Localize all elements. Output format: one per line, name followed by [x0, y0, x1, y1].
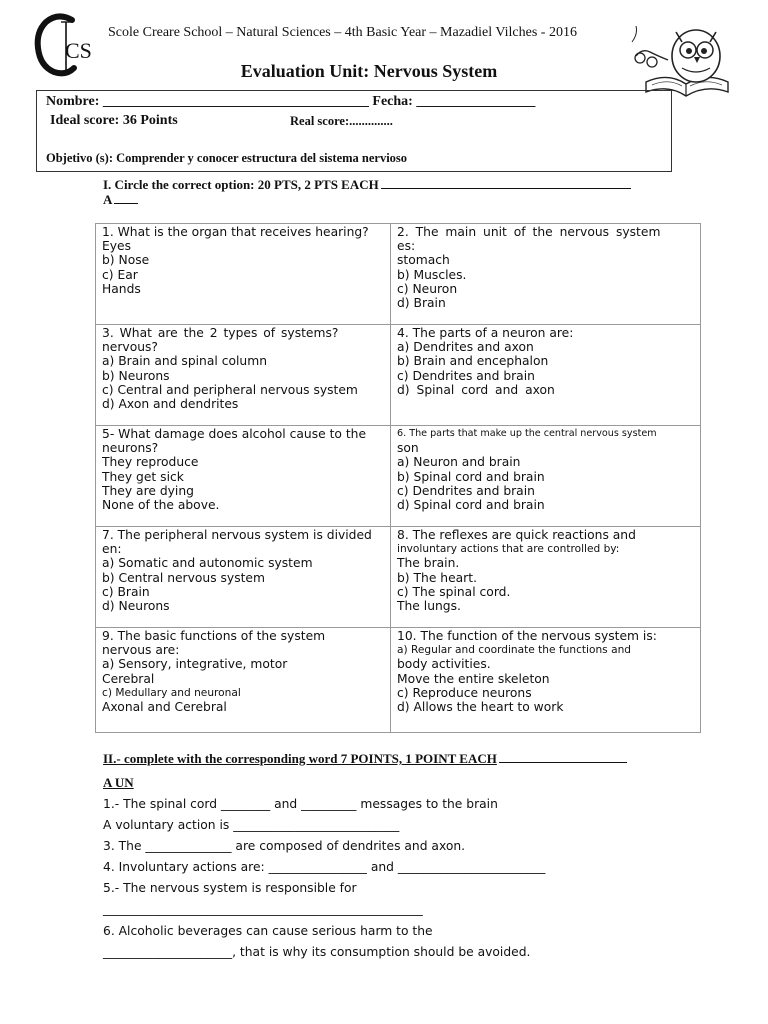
school-line: Scole Creare School – Natural Sciences – 4th Basic Year – Mazadiel Vilches - 2016 — [108, 25, 577, 40]
question-cell-6: 6. The parts that make up the central nervous system son a) Neuron and brain b) Spinal cord and brain c) Dendrites and brain d) Spinal cord and brain — [391, 426, 701, 527]
option[interactable]: body activities. — [397, 657, 491, 672]
option[interactable]: c) Central and peripheral nervous system — [102, 382, 358, 397]
fill-item-4: 4. Involuntary actions are: ________________ and ________________________ — [103, 860, 546, 874]
option[interactable]: a) Neuron and brain — [397, 455, 521, 470]
table-row — [96, 325, 701, 426]
question-cell-2: 2. The main unit of the nervous system es: stomach b) Muscles. c) Neuron d) Brain — [391, 224, 701, 325]
option[interactable]: b) The heart. — [397, 570, 477, 585]
option[interactable]: c) Reproduce neurons — [397, 685, 532, 700]
option[interactable]: a) Somatic and autonomic system — [102, 556, 313, 571]
fill-item-5-blank: ____________________________________________________ — [103, 902, 423, 916]
real-score: Real score:.............. — [290, 114, 393, 128]
option[interactable]: a) Sensory, integrative, motor — [102, 657, 288, 672]
option[interactable]: c) Medullary and neuronal — [102, 686, 241, 699]
option[interactable]: d) Spinal cord and brain — [397, 498, 545, 513]
fill-item-2: A voluntary action is ___________________________ — [103, 818, 400, 832]
section1-sub: A — [103, 192, 138, 208]
option[interactable]: b) Nose — [102, 253, 150, 268]
question-cell-4: 4. The parts of a neuron are: a) Dendrites and axon b) Brain and encephalon c) Dendrites and brain d) Spinal cord and axon — [391, 325, 701, 426]
option[interactable]: c) Neuron — [397, 281, 458, 296]
option[interactable]: a) Dendrites and axon — [397, 340, 534, 355]
option[interactable]: They get sick — [102, 469, 184, 484]
option[interactable]: d) Brain — [397, 296, 446, 311]
option[interactable]: They reproduce — [102, 455, 199, 470]
section2-heading: II.- complete with the corresponding word 7 POINTS, 1 POINT EACH — [103, 751, 627, 767]
option[interactable]: stomach — [397, 253, 450, 268]
table-row — [96, 628, 701, 733]
fill-item-1: 1.- The spinal cord ________ and _________ messages to the brain — [103, 797, 498, 811]
option[interactable]: d) Axon and dendrites — [102, 397, 239, 412]
question-cell-7: 7. The peripheral nervous system is divided en: a) Somatic and autonomic system b) Central nervous system c) Brain d) Neurons — [96, 527, 391, 628]
question-cell-9: 9. The basic functions of the system nervous are: a) Sensory, integrative, motor Cerebral c) Medullary and neuronal Axonal and Cerebral — [96, 628, 391, 733]
option[interactable]: d) Neurons — [102, 599, 170, 614]
option[interactable]: c) Brain — [102, 584, 150, 599]
option[interactable]: Eyes — [102, 239, 132, 254]
fill-item-6-cont: _____________________, that is why its consumption should be avoided. — [103, 945, 531, 959]
table-row — [96, 426, 701, 527]
option[interactable]: They are dying — [102, 483, 194, 498]
table-row — [96, 527, 701, 628]
option[interactable]: None of the above. — [102, 498, 220, 513]
option[interactable]: c) Dendrites and brain — [397, 368, 535, 383]
option[interactable]: The lungs. — [397, 599, 461, 614]
option[interactable]: Axonal and Cerebral — [102, 700, 227, 715]
fill-item-5: 5.- The nervous system is responsible for — [103, 881, 357, 895]
svg-text:CS: CS — [65, 38, 92, 63]
page-title: Evaluation Unit: Nervous System — [240, 61, 498, 81]
owl-reading-book-illustration — [628, 12, 738, 100]
option[interactable]: Cerebral — [102, 671, 155, 686]
option[interactable]: c) Dendrites and brain — [397, 483, 535, 498]
option[interactable]: d) Allows the heart to work — [397, 700, 564, 715]
section1-heading: I. Circle the correct option: 20 PTS, 2 PTS EACH — [103, 177, 631, 193]
option[interactable]: b) Central nervous system — [102, 570, 265, 585]
option[interactable]: c) The spinal cord. — [397, 584, 511, 599]
section2-sub: A UN — [103, 775, 134, 790]
option[interactable]: a) Brain and spinal column — [102, 354, 267, 369]
option[interactable]: b) Neurons — [102, 368, 170, 383]
question-cell-1: 1. What is the organ that receives hearing? Eyes b) Nose c) Ear Hands — [96, 224, 391, 325]
option[interactable]: Hands — [102, 281, 141, 296]
question-cell-3: 3. What are the 2 types of systems? nervous? a) Brain and spinal column b) Neurons c) Central and peripheral nervous system d) Axon and dendrites — [96, 325, 391, 426]
question-cell-10: 10. The function of the nervous system is: a) Regular and coordinate the functions and body activities. Move the entire skeleton c) Reproduce neurons d) Allows the heart to work — [391, 628, 701, 733]
fill-item-6: 6. Alcoholic beverages can cause serious harm to the — [103, 924, 433, 938]
name-date-line: Nombre: ______________________________________ Fecha: _________________ — [46, 94, 536, 109]
option[interactable]: The brain. — [397, 556, 460, 571]
option[interactable]: d) Spinal cord and axon — [397, 382, 555, 397]
question-cell-5: 5- What damage does alcohol cause to the neurons? They reproduce They get sick They are dying None of the above. — [96, 426, 391, 527]
option[interactable]: c) Ear — [102, 267, 138, 282]
ideal-score: Ideal score: 36 Points — [50, 113, 178, 128]
option[interactable]: b) Spinal cord and brain — [397, 469, 545, 484]
option[interactable]: Move the entire skeleton — [397, 671, 550, 686]
questions-table — [95, 223, 701, 733]
table-row — [96, 224, 701, 325]
option[interactable]: b) Muscles. — [397, 267, 467, 282]
question-cell-8: 8. The reflexes are quick reactions and involuntary actions that are controlled by: The brain. b) The heart. c) The spinal cord. The lungs. — [391, 527, 701, 628]
option[interactable]: a) Regular and coordinate the functions and — [397, 644, 632, 657]
option[interactable]: b) Brain and encephalon — [397, 354, 549, 369]
objective: Objetivo (s): Comprender y conocer estructura del sistema nervioso — [46, 151, 408, 165]
fill-item-3: 3. The ______________ are composed of dendrites and axon. — [103, 839, 466, 853]
